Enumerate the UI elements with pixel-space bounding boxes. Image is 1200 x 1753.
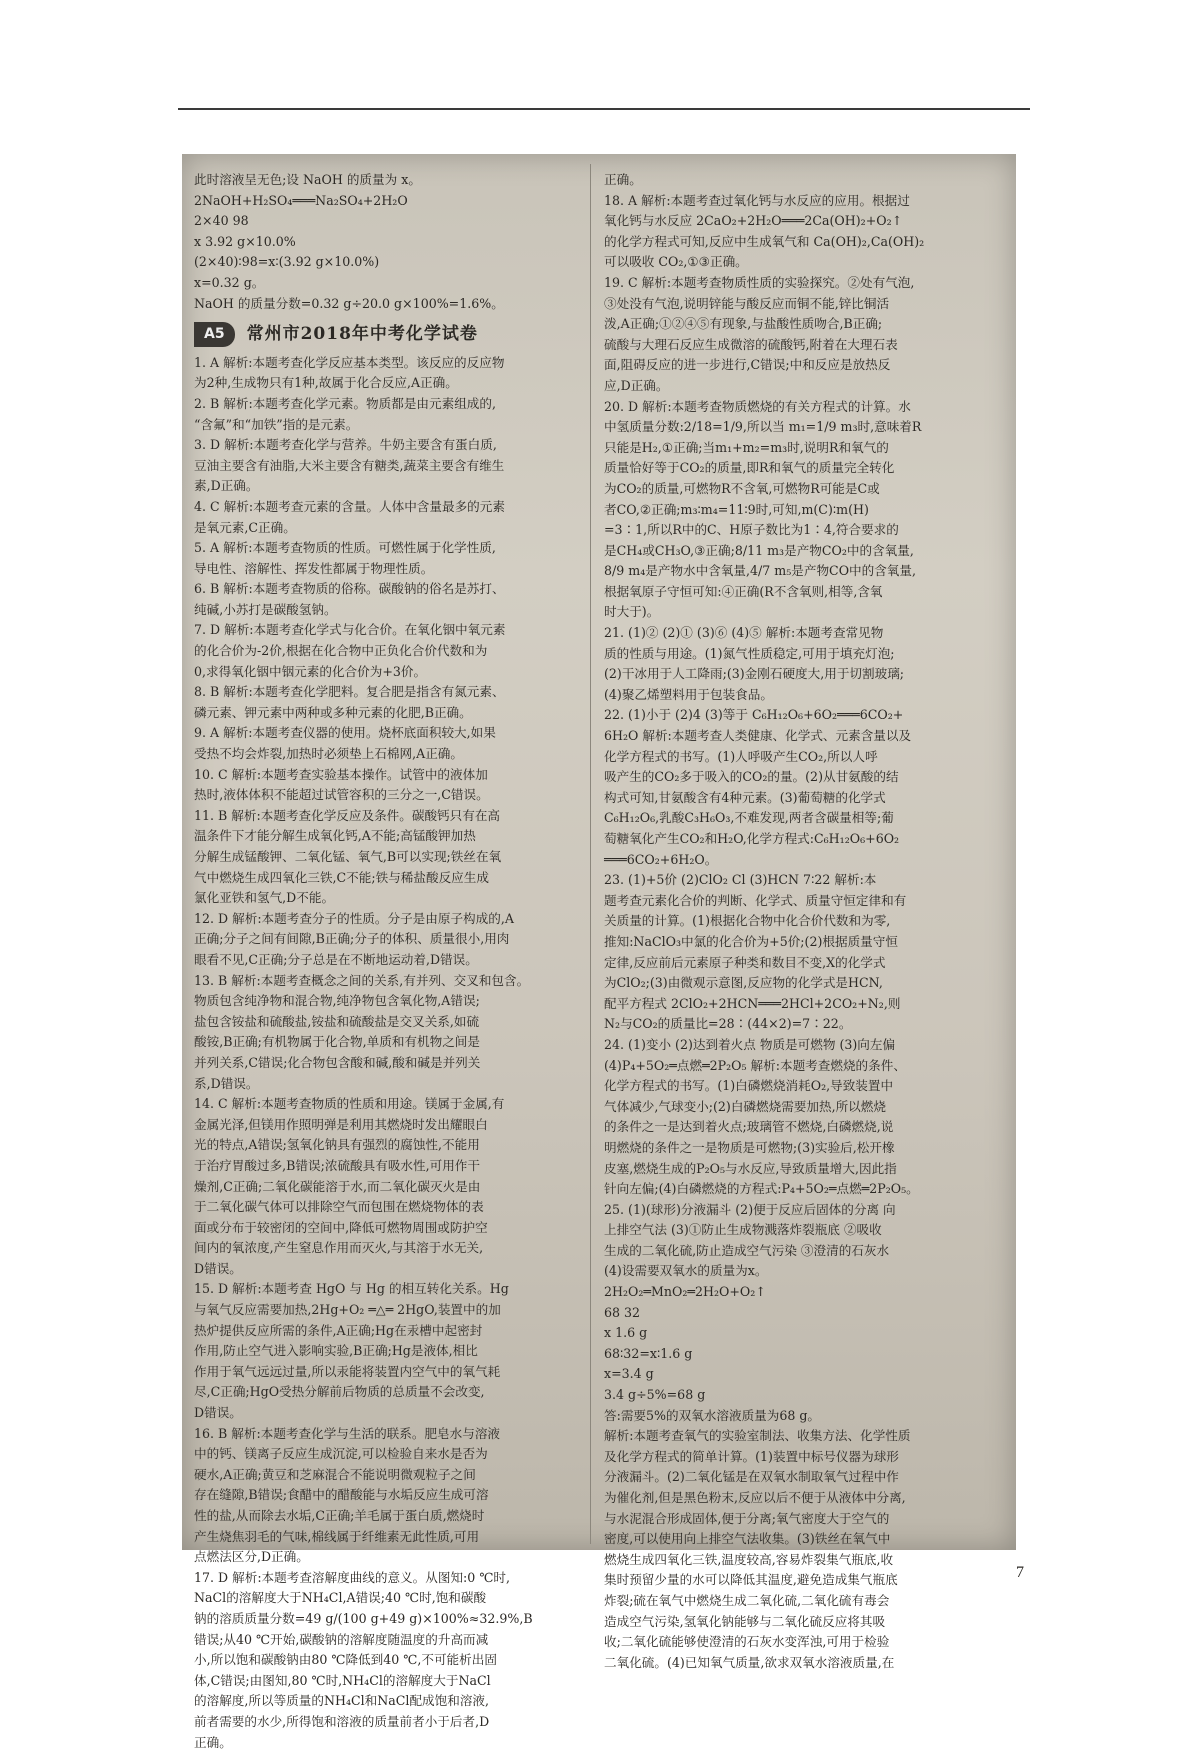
text-line: 3.4 g÷5%=68 g: [604, 1387, 706, 1403]
text-line: 2NaOH+H₂SO₄═══Na₂SO₄+2H₂O: [194, 192, 408, 208]
text-line: 正确;分子之间有间隙,B正确;分子的体积、质量很小,用肉: [194, 931, 510, 947]
text-line: 体,C错误;由图知,80 ℃时,NH₄Cl的溶解度大于NaCl: [194, 1672, 491, 1688]
text-line: 为CO₂的质量,可燃物R不含氧,可燃物R可能是C或: [604, 480, 880, 496]
text-line: 眼看不见,C正确;分子总是在不断地运动着,D错误。: [194, 951, 478, 967]
text-line: 的溶解度,所以等质量的NH₄Cl和NaCl配成饱和溶液,: [194, 1693, 490, 1709]
left-answers: [194, 353, 582, 1753]
text-line: (2)干冰用于人工降雨;(3)金刚石硬度大,用于切割玻璃;: [604, 666, 905, 682]
text-line: 2×40 98: [194, 213, 249, 229]
text-line: 推知:NaClO₃中氯的化合价为+5价;(2)根据质量守恒: [604, 933, 898, 949]
text-line: 明燃烧的条件之一是物质是可燃物;(3)实验后,松开橡: [604, 1139, 895, 1155]
text-line: ═══6CO₂+6H₂O。: [604, 851, 718, 867]
section-badge: A5: [194, 322, 235, 347]
text-line: 15. D 解析:本题考查 HgO 与 Hg 的相互转化关系。Hg: [194, 1281, 509, 1297]
text-line: 性的盐,从而除去水垢,C正确;羊毛属于蛋白质,燃烧时: [194, 1508, 485, 1523]
text-line: 纯碱,小苏打是碳酸氢钠。: [194, 601, 337, 617]
text-line: 分解生成锰酸钾、二氧化锰、氧气,B可以实现;铁丝在氧: [194, 849, 502, 864]
text-line: 应,D正确。: [604, 377, 669, 393]
text-line: 10. C 解析:本题考查实验基本操作。试管中的液体加: [194, 766, 488, 782]
text-line: 存在缝隙,B错误;食醋中的醋酸能与水垢反应生成可溶: [194, 1487, 489, 1503]
text-line: NaOH 的质量分数=0.32 g÷20.0 g×100%=1.6%。: [194, 295, 504, 311]
text-line: 6. B 解析:本题考查物质的俗称。碳酸钠的俗名是苏打、: [194, 581, 505, 597]
text-line: 与氧气反应需要加热,2Hg+O₂ ═△═ 2HgO,装置中的加: [194, 1302, 501, 1318]
text-line: 时大于)。: [604, 604, 660, 620]
text-line: 答:需要5%的双氧水溶液质量为68 g。: [604, 1407, 821, 1423]
text-line: 气体减少,气球变小;(2)白磷燃烧需要加热,所以燃烧: [604, 1098, 886, 1114]
text-line: 0,求得氧化铟中铟元素的化合价为+3价。: [194, 663, 427, 679]
header-rule: [178, 108, 1030, 110]
text-line: 物质包含纯净物和混合物,纯净物包含氧化物,A错误;: [194, 993, 480, 1009]
text-line: 解析:本题考查氧气的实验室制法、收集方法、化学性质: [604, 1428, 911, 1444]
text-line: 素,D正确。: [194, 478, 259, 494]
text-line: 14. C 解析:本题考查物质的性质和用途。镁属于金属,有: [194, 1096, 505, 1112]
text-line: 并列关系,C错误;化合物包含酸和碱,酸和碱是并列关: [194, 1054, 481, 1070]
text-line: 19. C 解析:本题考查物质性质的实验探究。②处有气泡,: [604, 274, 915, 290]
text-line: 5. A 解析:本题考查物质的性质。可燃性属于化学性质,: [194, 540, 496, 556]
text-line: 尽,C正确;HgO受热分解前后物质的总质量不会改变,: [194, 1384, 485, 1400]
text-line: 氧化钙与水反应 2CaO₂+2H₂O═══2Ca(OH)₂+O₂↑: [604, 213, 903, 229]
text-line: 生成的二氧化硫,防止造成空气污染 ③澄清的石灰水: [604, 1242, 890, 1258]
text-line: 正确。: [194, 1734, 232, 1750]
text-line: 21. (1)② (2)① (3)⑥ (4)⑤ 解析:本题考查常见物: [604, 625, 884, 641]
text-line: 定律,反应前后元素原子种类和数目不变,X的化学式: [604, 954, 886, 970]
text-line: 的化学方程式可知,反应中生成氧气和 Ca(OH)₂,Ca(OH)₂: [604, 233, 925, 249]
text-line: 18. A 解析:本题考查过氧化钙与水反应的应用。根据过: [604, 192, 910, 208]
text-line: 热时,液体体积不能超过试管容积的三分之一,C错误。: [194, 787, 489, 803]
text-line: x 3.92 g×10.0%: [194, 233, 296, 249]
scanned-page-photo: [182, 154, 1016, 1750]
text-line: 1. A 解析:本题考查化学反应基本类型。该反应的反应物: [194, 354, 505, 370]
text-line: 2H₂O₂═MnO₂═2H₂O+O₂↑: [604, 1284, 766, 1300]
text-line: 氯化亚铁和氢气,D不能。: [194, 890, 335, 906]
text-line: 为ClO₂;(3)由微观示意图,反应物的化学式是HCN,: [604, 975, 883, 991]
text-line: 可以吸收 CO₂,①③正确。: [604, 254, 748, 270]
text-line: 炸裂;硫在氧气中燃烧生成二氧化硫,二氧化硫有毒会: [604, 1592, 890, 1608]
text-line: 20. D 解析:本题考查物质燃烧的有关方程式的计算。水: [604, 398, 911, 414]
text-line: 22. (1)小于 (2)4 (3)等于 C₆H₁₂O₆+6O₂═══6CO₂+: [604, 707, 904, 723]
text-line: 68∶32=x∶1.6 g: [604, 1345, 693, 1361]
text-line: 热炉提供反应所需的条件,A正确;Hg在汞槽中起密封: [194, 1322, 483, 1338]
text-line: 关质量的计算。(1)根据化合物中化合价代数和为零,: [604, 913, 891, 929]
text-line: 燃烧生成四氧化三铁,温度较高,容易炸裂集气瓶底,收: [604, 1551, 894, 1567]
text-line: 密度,可以使用向上排空气法收集。(3)铁丝在氧气中: [604, 1531, 891, 1547]
text-line: 燥剂,C正确;二氧化碳能溶于水,而二氧化碳灭火是由: [194, 1178, 481, 1194]
text-line: x=3.4 g: [604, 1366, 654, 1382]
text-line: 只能是H₂,①正确;当m₁+m₂=m₃时,说明R和氧气的: [604, 439, 889, 455]
text-line: 气中燃烧生成四氧化三铁,C不能;铁与稀盐酸反应生成: [194, 869, 489, 885]
text-line: 前者需要的水少,所得饱和溶液的质量前者小于后者,D: [194, 1713, 490, 1729]
text-line: 68 32: [604, 1304, 641, 1320]
column-divider: [590, 164, 591, 1544]
text-line: 豆油主要含有油脂,大米主要含有糖类,蔬菜主要含有维生: [194, 457, 505, 473]
text-line: (4)设需要双氧水的质量为x。: [604, 1263, 768, 1279]
text-line: =3∶1,所以R中的C、H原子数比为1∶4,符合要求的: [604, 522, 899, 538]
text-line: 质的性质与用途。(1)氮气性质稳定,可用于填充灯泡;: [604, 645, 895, 661]
text-line: 吸产生的CO₂多于吸入的CO₂的量。(2)从甘氨酸的结: [604, 769, 899, 785]
section-title: 常州市2018年中考化学试卷: [246, 324, 478, 345]
text-line: 25. (1)(球形)分液漏斗 (2)便于反应后固体的分离 向: [604, 1201, 896, 1217]
text-line: 根据氧原子守恒可知:④正确(R不含氧则,相等,含氧: [604, 583, 883, 599]
text-line: “含氟”和“加铁”指的是元素。: [194, 416, 359, 432]
text-line: C₆H₁₂O₆,乳酸C₃H₆O₃,不难发现,两者含碳量相等;葡: [604, 810, 894, 826]
text-line: 构式可知,甘氨酸含有4种元素。(3)葡萄糖的化学式: [604, 789, 886, 805]
text-line: 4. C 解析:本题考查元素的含量。人体中含量最多的元素: [194, 498, 505, 514]
text-line: 收;二氧化硫能够使澄清的石灰水变浑浊,可用于检验: [604, 1634, 890, 1650]
text-line: 磷元素、钾元素中两种或多种元素的化肥,B正确。: [194, 704, 472, 720]
text-line: 集时预留少量的水可以降低其温度,避免造成集气瓶底: [604, 1572, 898, 1588]
intro-calculation: [194, 170, 582, 314]
text-line: 硫酸与大理石反应生成微溶的硫酸钙,附着在大理石表: [604, 336, 898, 352]
text-line: 6H₂O 解析:本题考查人类健康、化学式、元素含量以及: [604, 728, 912, 744]
text-line: 上排空气法 (3)①防止生成物溅落炸裂瓶底 ②吸收: [604, 1222, 882, 1238]
text-line: (4)聚乙烯塑料用于包装食品。: [604, 686, 773, 702]
text-line: 作用于氧气远远过量,所以汞能将装置内空气中的氧气耗: [194, 1363, 501, 1379]
text-line: 针向左偏;(4)白磷燃烧的方程式:P₄+5O₂═点燃═2P₂O₅。: [604, 1181, 919, 1197]
text-line: 泼,A正确;①②④⑤有现象,与盐酸性质吻合,B正确;: [604, 316, 883, 332]
text-line: 12. D 解析:本题考查分子的性质。分子是由原子构成的,A: [194, 910, 514, 926]
right-answers: [604, 170, 992, 1673]
text-line: 正确。: [604, 172, 642, 187]
text-line: 为2种,生成物只有1种,故属于化合反应,A正确。: [194, 375, 458, 391]
text-line: 酸铵,B正确;有机物属于化合物,单质和有机物之间是: [194, 1034, 480, 1050]
text-line: 16. B 解析:本题考查化学与生活的联系。肥皂水与溶液: [194, 1425, 501, 1441]
text-line: 面,阻碍反应的进一步进行,C错误;中和反应是放热反: [604, 357, 891, 373]
text-line: 受热不均会炸裂,加热时必须垫上石棉网,A正确。: [194, 746, 463, 762]
text-line: 11. B 解析:本题考查化学反应及条件。碳酸钙只有在高: [194, 807, 501, 823]
text-line: 2. B 解析:本题考查化学元素。物质都是由元素组成的,: [194, 395, 496, 411]
text-line: 小,所以饱和碳酸钠由80 ℃降低到40 ℃,不可能析出固: [194, 1652, 497, 1668]
text-line: 皮塞,燃烧生成的P₂O₅与水反应,导致质量增大,因此指: [604, 1160, 897, 1176]
right-column: [604, 170, 992, 1673]
text-line: 8/9 m₄是产物水中含氧量,4/7 m₅是产物CO中的含氧量,: [604, 563, 916, 579]
text-line: 配平方程式 2ClO₂+2HCN═══2HCl+2CO₂+N₂,则: [604, 995, 901, 1011]
page-number: 7: [1016, 1564, 1024, 1581]
text-line: 化学方程式的书写。(1)白磷燃烧消耗O₂,导致装置中: [604, 1078, 894, 1094]
text-line: 是CH₄或CH₃O,③正确;8/11 m₃是产物CO₂中的含氧量,: [604, 542, 914, 558]
text-line: 的条件之一是达到着火点;玻璃管不燃烧,白磷燃烧,说: [604, 1119, 894, 1135]
text-line: 分液漏斗。(2)二氧化锰是在双氧水制取氧气过程中作: [604, 1469, 899, 1485]
text-line: 3. D 解析:本题考查化学与营养。牛奶主要含有蛋白质,: [194, 437, 497, 453]
left-column: [194, 170, 582, 1753]
text-line: 24. (1)变小 (2)达到着火点 物质是可燃物 (3)向左偏: [604, 1036, 896, 1052]
text-line: x 1.6 g: [604, 1325, 648, 1341]
text-line: 者CO,②正确;m₃∶m₄=11∶9时,可知,m(C)∶m(H): [604, 501, 869, 517]
text-line: 萄糖氧化产生CO₂和H₂O,化学方程式:C₆H₁₂O₆+6O₂: [604, 831, 900, 846]
text-line: D错误。: [194, 1405, 242, 1421]
text-line: 17. D 解析:本题考查溶解度曲线的意义。从图知:0 ℃时,: [194, 1569, 511, 1585]
text-line: 硬水,A正确;黄豆和芝麻混合不能说明微观粒子之间: [194, 1466, 476, 1482]
text-line: 间内的氧浓度,产生窒息作用而灭火,与其溶于水无关,: [194, 1240, 484, 1256]
text-line: 与水泥混合形成固体,便于分离;氧气密度大于空气的: [604, 1510, 890, 1526]
text-line: N₂与CO₂的质量比=28∶(44×2)=7∶22。: [604, 1016, 852, 1032]
text-line: 9. A 解析:本题考查仪器的使用。烧杯底面积较大,如果: [194, 725, 496, 741]
text-line: 化学方程式的书写。(1)人呼吸产生CO₂,所以人呼: [604, 748, 878, 764]
text-line: 温条件下才能分解生成氧化钙,A不能;高锰酸钾加热: [194, 828, 476, 844]
text-line: 质量恰好等于CO₂的质量,即R和氧气的质量完全转化: [604, 460, 895, 476]
text-line: 二氧化硫。(4)已知氧气质量,欲求双氧水溶液质量,在: [604, 1654, 895, 1670]
text-line: ③处没有气泡,说明锌能与酸反应而铜不能,锌比铜活: [604, 295, 890, 311]
text-line: 错误;从40 ℃开始,碳酸钠的溶解度随温度的升高而减: [194, 1631, 489, 1647]
text-line: 中氢质量分数:2/18=1/9,所以当 m₁=1/9 m₃时,意味着R: [604, 419, 922, 435]
text-line: 是氧元素,C正确。: [194, 519, 296, 535]
text-line: 及化学方程式的简单计算。(1)装置中标号仪器为球形: [604, 1448, 899, 1464]
text-line: 面或分布于较密闭的空间中,降低可燃物周围或防护空: [194, 1219, 488, 1235]
text-line: 作用,防止空气进入影响实验,B正确;Hg是液体,相比: [194, 1343, 478, 1359]
text-line: 题考查元素化合价的判断、化学式、质量守恒定律和有: [604, 892, 907, 908]
text-line: D错误。: [194, 1260, 242, 1276]
text-line: NaCl的溶解度大于NH₄Cl,A错误;40 ℃时,饱和碳酸: [194, 1590, 487, 1606]
section-heading: [194, 322, 582, 347]
text-line: 盐包含铵盐和硫酸盐,铵盐和硫酸盐是交叉关系,如硫: [194, 1013, 480, 1029]
text-line: 8. B 解析:本题考查化学肥料。复合肥是指含有氮元素、: [194, 684, 505, 700]
text-line: 13. B 解析:本题考查概念之间的关系,有并列、交叉和包含。: [194, 972, 530, 988]
text-line: (2×40)∶98=x∶(3.92 g×10.0%): [194, 254, 380, 270]
text-line: 产生烧焦羽毛的气味,棉线属于纤维素无此性质,可用: [194, 1528, 480, 1544]
text-line: 光的特点,A错误;氢氧化钠具有强烈的腐蚀性,不能用: [194, 1137, 480, 1153]
text-line: (4)P₄+5O₂═点燃═2P₂O₅ 解析:本题考查燃烧的条件、: [604, 1057, 906, 1073]
text-line: 为催化剂,但是黑色粉末,反应以后不便于从液体中分离,: [604, 1490, 906, 1505]
text-line: 的化合价为-2价,根据在化合物中正负化合价代数和为: [194, 643, 488, 659]
text-line: 7. D 解析:本题考查化学式与化合价。在氧化铟中氧元素: [194, 622, 506, 638]
text-line: 钠的溶质质量分数=49 g/(100 g+49 g)×100%≈32.9%,B: [194, 1610, 533, 1626]
text-line: 金属光泽,但镁用作照明弹是利用其燃烧时发出耀眼白: [194, 1116, 488, 1132]
text-line: 23. (1)+5价 (2)ClO₂ Cl (3)HCN 7∶22 解析:本: [604, 872, 877, 888]
text-line: 导电性、溶解性、挥发性都属于物理性质。: [194, 560, 434, 576]
text-line: 系,D错误。: [194, 1075, 259, 1091]
text-line: x=0.32 g。: [194, 274, 265, 290]
text-line: 于治疗胃酸过多,B错误;浓硫酸具有吸水性,可用作干: [194, 1157, 480, 1173]
text-line: 造成空气污染,氢氧化钠能够与二氧化硫反应将其吸: [604, 1613, 886, 1629]
text-line: 此时溶液呈无色;设 NaOH 的质量为 x。: [194, 172, 421, 187]
text-line: 中的钙、镁离子反应生成沉淀,可以检验自来水是否为: [194, 1446, 488, 1462]
text-line: 于二氧化碳气体可以排除空气而包围在燃烧物体的表: [194, 1199, 484, 1215]
text-line: 点燃法区分,D正确。: [194, 1549, 309, 1565]
